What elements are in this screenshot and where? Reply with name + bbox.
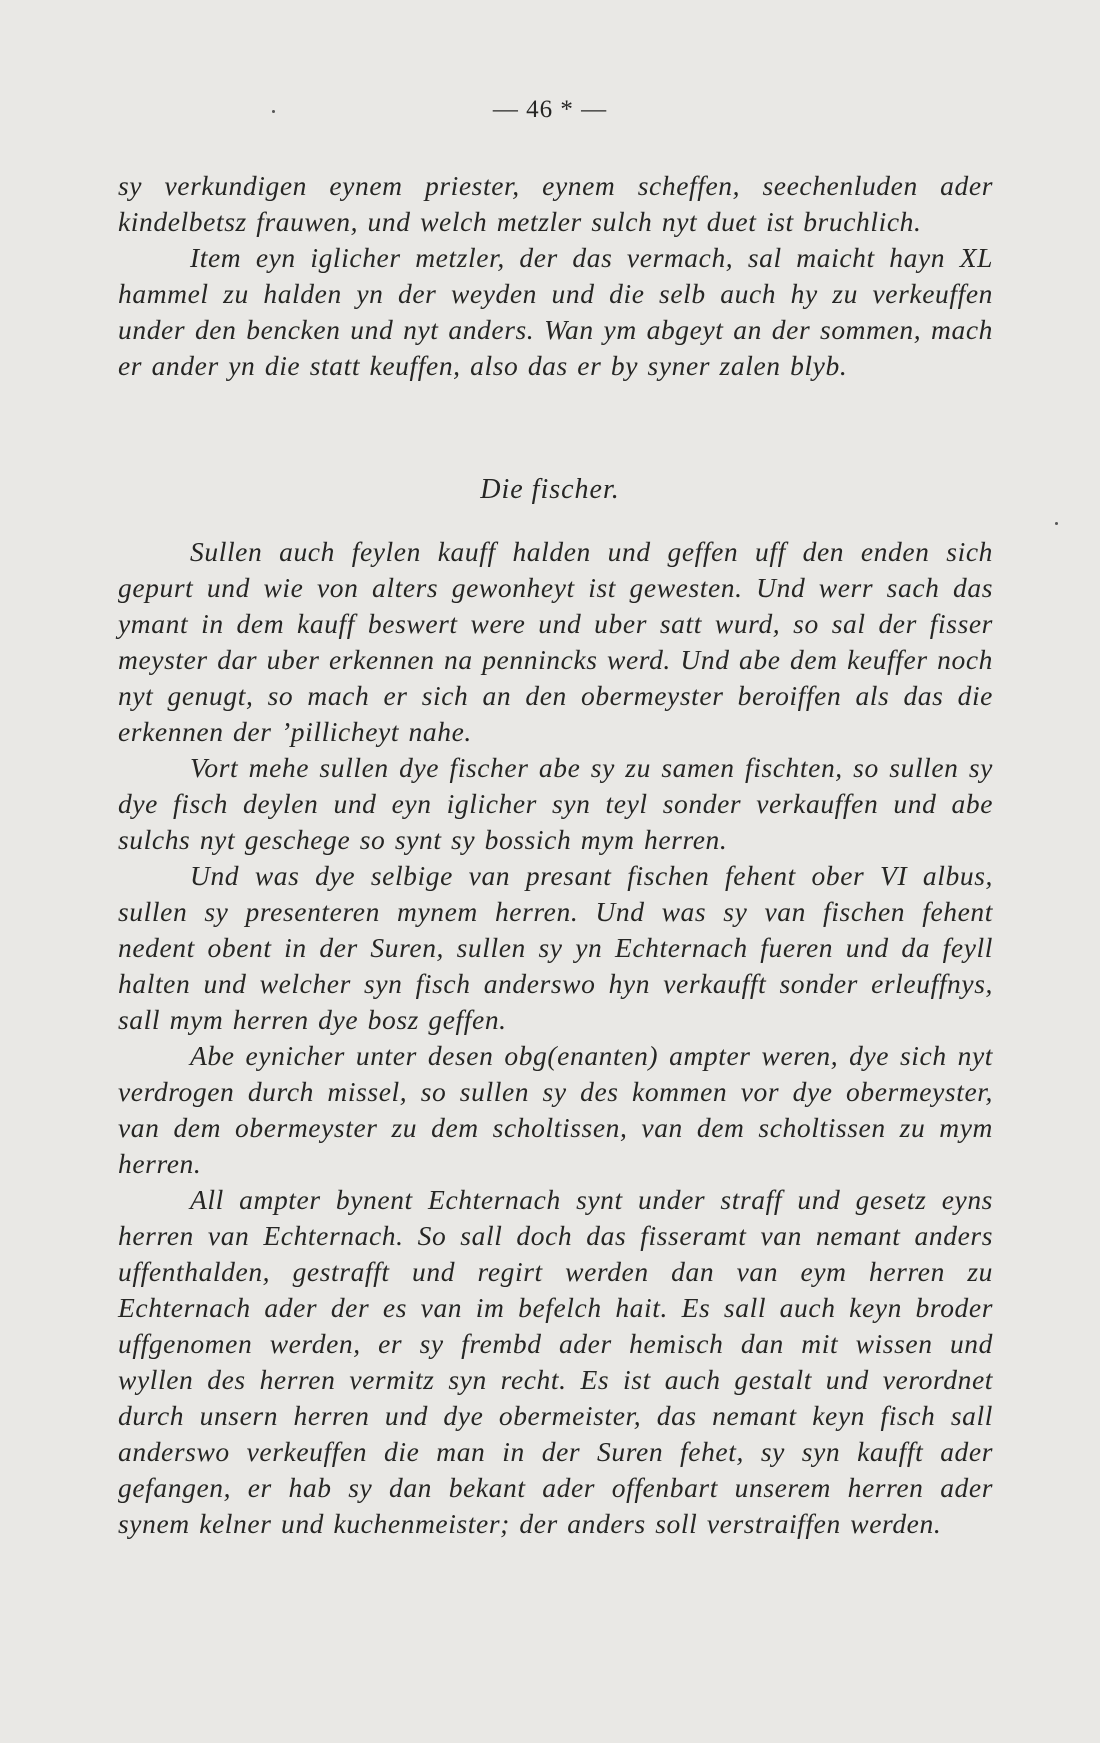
paragraph: Und was dye selbige van presant fischen fehent ober VI albus, sullen sy presenteren mynem herren. Und was sy van fischen fehent nedent obent in der Suren, sullen sy yn Echternach fueren und da feyll halten und welcher syn fisch anderswo hyn verkaufft sonder erleuffnys, sall mym herren dye bosz geffen. (118, 860, 993, 1035)
paragraph: Vort mehe sullen dye fischer abe sy zu samen fischten, so sullen sy dye fisch deylen und eyn iglicher syn teyl sonder verkauffen und abe sulchs nyt geschege so synt sy bossich mym herren. (118, 752, 993, 855)
scan-speck (1055, 522, 1058, 525)
section-fischer (118, 534, 993, 1542)
paragraph: All ampter bynent Echternach synt under straff und gesetz eyns herren van Echternach. So sall doch das fisseramt van nemant anders uffenthalden, gestrafft und regirt werden dan van eym herren zu Echternach ader der es van im befelch hait. Es sall auch keyn broder uffgenomen werden, er sy frembd ader hemisch dan mit wissen und wyllen des herren vermitz syn recht. Es ist auch gestalt und verordnet durch unsern herren und dye obermeister, das nemant keyn fisch sall anderswo verkeuffen die man in der Suren fehet, sy syn kaufft ader gefangen, er hab sy dan bekant ader offenbart unserem herren ader synem kelner und kuchenmeister; der anders soll verstraiffen werden. (118, 1184, 993, 1539)
section-metzler (118, 168, 993, 384)
section-heading: Die fischer. (480, 474, 620, 505)
page-number: — 46 * — (492, 96, 608, 123)
paragraph: Abe eynicher unter desen obg(enanten) ampter weren, dye sich nyt verdrogen durch missel, so sullen sy des kommen vor dye obermeyster, van dem obermeyster zu dem scholtissen, van dem scholtissen zu mym herren. (118, 1040, 993, 1179)
paragraph: Item eyn iglicher metzler, der das vermach, sal maicht hayn XL hammel zu halden yn der weyden und die selb auch hy zu verkeuffen under den bencken und nyt anders. Wan ym abgeyt an der sommen, mach er ander yn die statt keuffen, also das er by syner zalen blyb. (118, 242, 993, 381)
paragraph: sy verkundigen eynem priester, eynem scheffen, seechenluden ader kindelbetsz frauwen, und welch metzler sulch nyt duet ist bruchlich. (118, 170, 993, 237)
paragraph: Sullen auch feylen kauff halden und geffen uff den enden sich gepurt und wie von alters gewonheyt ist gewesten. Und werr sach das ymant in dem kauff beswert were und uber satt wurd, so sal der fisser meyster dar uber erkennen na pennincks werd. Und abe dem keuffer noch nyt genugt, so mach er sich an den obermeyster beroiffen als das die erkennen der ’pillicheyt nahe. (118, 536, 993, 747)
